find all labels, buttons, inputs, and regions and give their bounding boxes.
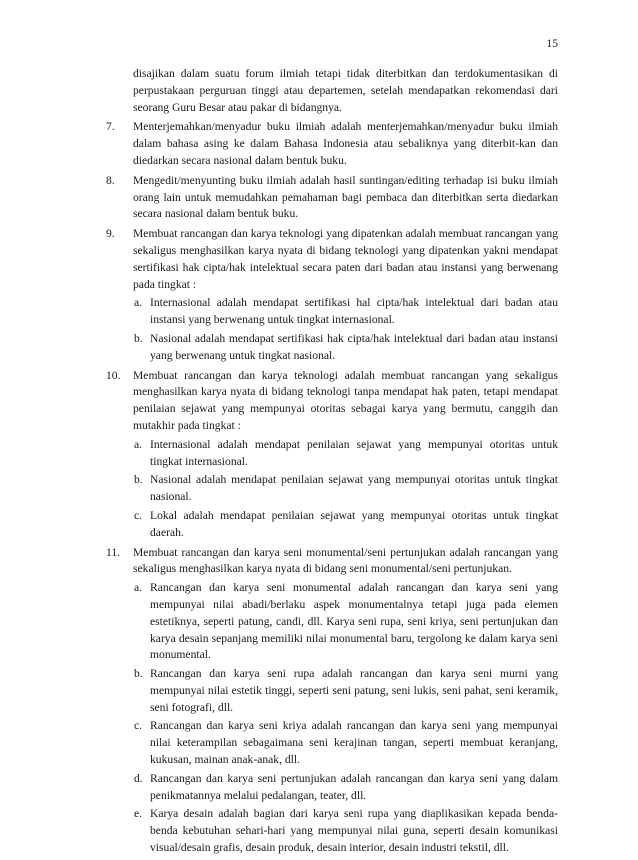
list-item-number: 10. xyxy=(106,368,121,382)
sub-item-letter: d. xyxy=(134,771,143,785)
sub-item xyxy=(134,472,558,506)
sub-item-letter: b. xyxy=(134,473,143,487)
sub-item-letter: c. xyxy=(134,719,143,733)
sub-item xyxy=(134,508,558,542)
page-number: 15 xyxy=(546,37,558,50)
list-item-text: Mengedit/menyunting buku ilmiah adalah hasil suntingan/editing terhadap isi buku ilmiah orang lain untuk memudahkan pemahaman bagi pembaca dan diterbitkan serta diedarkan secara nasional dalam bentuk buku. xyxy=(133,173,558,221)
sub-item-letter: e. xyxy=(134,807,143,821)
sub-item-text: Lokal adalah mendapat penilaian sejawat yang mempunyai otoritas untuk tingkat daerah. xyxy=(150,508,558,539)
list-item-number: 8. xyxy=(106,173,115,187)
sub-item-text: Nasional adalah mendapat penilaian sejawat yang mempunyai otoritas untuk tingkat nasional. xyxy=(150,473,558,504)
sub-item xyxy=(134,331,558,365)
list-item xyxy=(106,226,558,364)
sub-item-text: Rancangan dan karya seni pertunjukan adalah rancangan dan karya seni yang dalam penikmatannya melalui pedalangan, teater, dll. xyxy=(150,771,558,802)
list-item-number: 7. xyxy=(106,120,115,134)
sub-item-text: Rancangan dan karya seni rupa adalah rancangan dan karya seni murni yang mempunyai nilai estetik tinggi, seperti seni patung, seni lukis, seni pahat, seni keramik, seni fotografi, dll. xyxy=(150,667,558,714)
sub-item xyxy=(134,806,558,856)
list-item-text: Menterjemahkan/menyadur buku ilmiah adalah menterjemahkan/menyadur buku ilmiah dalam bahasa asing ke dalam Bahasa Indonesia atau sebaliknya yang diterbit-kan dan diedarkan secara nasional dalam bentuk buku. xyxy=(133,120,558,167)
sub-item-text: Karya desain adalah bagian dari karya seni rupa yang diaplikasikan kepada benda-benda kebutuhan sehari-hari yang mempunyai nilai guna, seperti desain komunikasi visual/desain grafis, desain produk, desain interior, desain industri tekstil, dll. xyxy=(150,807,558,855)
list-item xyxy=(106,173,558,223)
sub-item-letter: c. xyxy=(134,508,143,522)
sub-item-letter: b. xyxy=(134,667,143,681)
sub-item-letter: a. xyxy=(134,581,143,595)
list-item xyxy=(106,368,558,542)
sub-item xyxy=(134,437,558,471)
sub-item xyxy=(134,666,558,716)
sub-item-text: Internasional adalah mendapat sertifikasi hal cipta/hak intelektual dari badan atau instansi yang berwenang untuk tingkat internasional. xyxy=(150,296,558,327)
sub-item-text: Nasional adalah mendapat sertifikasi hak cipta/hak intelektual dari badan atau instansi yang berwenang untuk tingkat nasional. xyxy=(150,331,558,362)
sub-item xyxy=(134,771,558,805)
list-item xyxy=(106,119,558,169)
list-item xyxy=(106,545,558,857)
list-item-text: Membuat rancangan dan karya seni monumental/seni pertunjukan adalah rancangan yang sekaligus menghasilkan karya nyata di bidang seni monumental/seni pertunjukan. xyxy=(133,545,558,576)
sub-item xyxy=(134,580,558,664)
document-body xyxy=(106,66,558,860)
continuation-paragraph: disajikan dalam suatu forum ilmiah tetapi tidak diterbitkan dan terdokumentasikan di perpustakaan perguruan tinggi atau departemen, setelah mendapatkan rekomendasi dari seorang Guru Besar atau pakar di bidangnya. xyxy=(133,67,558,114)
sub-item xyxy=(134,718,558,768)
list-item-number: 9. xyxy=(106,227,115,241)
sub-item-letter: a. xyxy=(134,296,143,310)
sub-item-text: Rancangan dan karya seni kriya adalah rancangan dan karya seni yang mempunyai nilai keterampilan sebagaimana seni kerajinan tangan, seperti membuat keranjang, kukusan, mainan anak-anak, dll. xyxy=(150,719,558,767)
sub-item-text: Internasional adalah mendapat penilaian sejawat yang mempunyai otoritas untuk tingkat internasional. xyxy=(150,437,558,468)
sub-item-letter: b. xyxy=(134,331,143,345)
list-item-text: Membuat rancangan dan karya teknologi adalah membuat rancangan yang sekaligus menghasilkan karya nyata di bidang teknologi tanpa mendapat hak paten, tetapi mendapat penilaian sejawat yang mempunyai otoritas sebagai karya yang bermutu, canggih dan mutakhir pada tingkat : xyxy=(133,368,558,432)
sub-item-letter: a. xyxy=(134,437,143,451)
sub-item xyxy=(134,295,558,329)
sub-item-text: Rancangan dan karya seni monumental adalah rancangan dan karya seni yang mempunyai nilai abadi/berlaku aspek monumentalnya tetapi juga pada elemen estetiknya, seperti patung, candi, dll. Karya seni rupa, seni kriya, seni pertunjukan dan karya desain sepanjang memiliki nilai monumental baru, tergolong ke dalam karya seni monumental. xyxy=(150,581,558,662)
list-item-text: Membuat rancangan dan karya teknologi yang dipatenkan adalah membuat rancangan yang sekaligus menghasilkan karya nyata di bidang teknologi yang dipatenkan yakni mendapat sertifikasi hak cipta/hak intelektual secara paten dari badan atau instansi yang berwenang pada tingkat : xyxy=(133,227,558,291)
list-item-number: 11. xyxy=(106,545,121,559)
